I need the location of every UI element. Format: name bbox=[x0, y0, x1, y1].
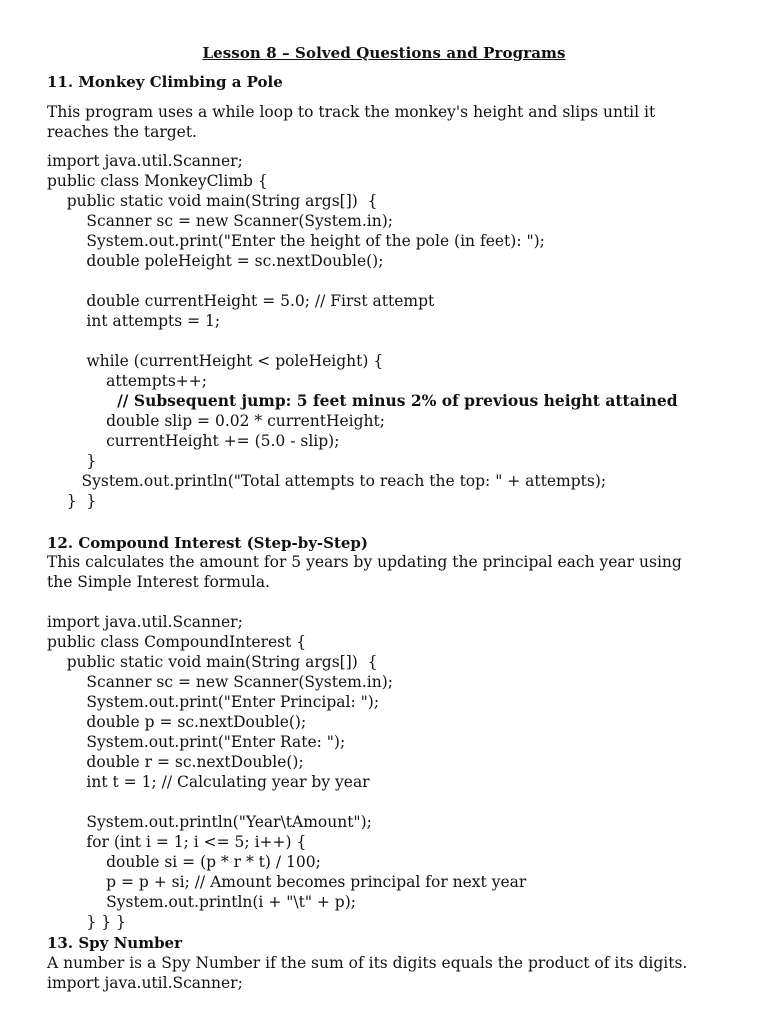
code-line: public class MonkeyClimb { bbox=[47, 172, 268, 190]
section-description-12 bbox=[47, 552, 682, 592]
code-line: public static void main(String args[]) { bbox=[47, 653, 378, 671]
code-line: System.out.print("Enter the height of the pole (in feet): "); bbox=[47, 232, 545, 250]
code-line: attempts++; bbox=[47, 372, 207, 390]
page-title: Lesson 8 – Solved Questions and Programs bbox=[202, 44, 566, 62]
code-line: } bbox=[47, 452, 97, 470]
code-block-11 bbox=[47, 151, 678, 511]
code-line: double slip = 0.02 * currentHeight; bbox=[47, 412, 385, 430]
code-line: } } bbox=[47, 492, 97, 510]
code-line: } } } bbox=[47, 913, 126, 931]
description-line: the Simple Interest formula. bbox=[47, 573, 271, 591]
code-line: int attempts = 1; bbox=[47, 312, 221, 330]
code-line: System.out.println("Year\tAmount"); bbox=[47, 813, 372, 831]
code-line bbox=[47, 271, 678, 291]
section-heading-13: 13. Spy Number bbox=[47, 934, 182, 952]
code-block-12 bbox=[47, 612, 526, 932]
code-line: import java.util.Scanner; bbox=[47, 613, 243, 631]
code-line: System.out.print("Enter Rate: "); bbox=[47, 733, 346, 751]
code-line: double currentHeight = 5.0; // First attempt bbox=[47, 292, 435, 310]
code-block-13 bbox=[47, 973, 243, 993]
code-line: double si = (p * r * t) / 100; bbox=[47, 853, 321, 871]
code-line: System.out.println("Total attempts to reach the top: " + attempts); bbox=[47, 472, 607, 490]
code-line: System.out.print("Enter Principal: "); bbox=[47, 693, 380, 711]
code-line: int t = 1; // Calculating year by year bbox=[47, 773, 370, 791]
code-line: p = p + si; // Amount becomes principal for next year bbox=[47, 873, 527, 891]
code-line: import java.util.Scanner; bbox=[47, 152, 243, 170]
code-line: currentHeight += (5.0 - slip); bbox=[47, 432, 340, 450]
section-description-11 bbox=[47, 102, 655, 142]
code-line: public static void main(String args[]) { bbox=[47, 192, 378, 210]
code-line: for (int i = 1; i <= 5; i++) { bbox=[47, 833, 307, 851]
code-line: Scanner sc = new Scanner(System.in); bbox=[47, 212, 393, 230]
code-line: Scanner sc = new Scanner(System.in); bbox=[47, 673, 393, 691]
code-line bbox=[47, 331, 678, 351]
code-line bbox=[47, 792, 526, 812]
code-line: double p = sc.nextDouble(); bbox=[47, 713, 307, 731]
description-line: A number is a Spy Number if the sum of its digits equals the product of its digits. bbox=[47, 954, 688, 972]
section-heading-12: 12. Compound Interest (Step-by-Step) bbox=[47, 534, 369, 552]
description-line: This program uses a while loop to track the monkey's height and slips until it bbox=[47, 103, 656, 121]
code-line: public class CompoundInterest { bbox=[47, 633, 307, 651]
section-heading-11: 11. Monkey Climbing a Pole bbox=[47, 73, 283, 91]
code-line: import java.util.Scanner; bbox=[47, 974, 243, 992]
code-line: System.out.println(i + "\t" + p); bbox=[47, 893, 356, 911]
description-line: reaches the target. bbox=[47, 123, 197, 141]
code-comment-line: // Subsequent jump: 5 feet minus 2% of previous height attained bbox=[47, 391, 678, 410]
code-line: double r = sc.nextDouble(); bbox=[47, 753, 304, 771]
description-line: This calculates the amount for 5 years by updating the principal each year using bbox=[47, 553, 682, 571]
code-line: double poleHeight = sc.nextDouble(); bbox=[47, 252, 384, 270]
section-description-13 bbox=[47, 953, 687, 973]
code-line: while (currentHeight < poleHeight) { bbox=[47, 352, 384, 370]
